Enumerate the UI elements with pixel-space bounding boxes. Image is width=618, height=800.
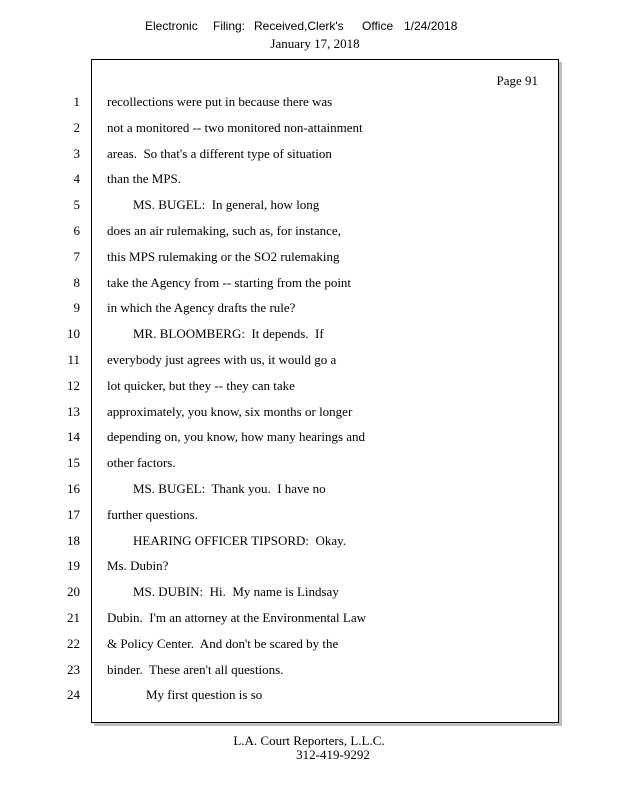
line-text: in which the Agency drafts the rule?: [107, 300, 296, 315]
filing-label-received: Received,Clerk's: [254, 19, 344, 33]
line-number: 5: [73, 197, 80, 212]
filing-stamp-header: [0, 19, 618, 37]
filing-label-office: Office: [362, 19, 394, 33]
line-number: 13: [67, 404, 80, 419]
line-text: lot quicker, but they -- they can take: [107, 378, 295, 393]
line-number: 15: [67, 455, 80, 470]
line-text: this MPS rulemaking or the SO2 rulemaking: [107, 249, 340, 264]
line-text: Dubin. I'm an attorney at the Environmental Law: [107, 610, 367, 625]
footer-company: L.A. Court Reporters, L.L.C.: [233, 733, 385, 748]
line-number: 2: [73, 120, 80, 135]
line-text: recollections were put in because there was: [107, 94, 333, 109]
filing-date: 1/24/2018: [404, 19, 458, 33]
line-number: 4: [73, 171, 80, 186]
line-number: 17: [67, 507, 80, 522]
line-text: binder. These aren't all questions.: [107, 662, 284, 677]
line-text: than the MPS.: [107, 171, 182, 186]
line-number: 1: [73, 94, 80, 109]
line-number: 18: [67, 533, 80, 548]
line-number: 24: [67, 687, 80, 702]
line-number: 7: [73, 249, 80, 264]
line-text: not a monitored -- two monitored non-attainment: [107, 120, 363, 135]
line-text: MR. BLOOMBERG: It depends. If: [107, 326, 324, 341]
line-number: 14: [67, 429, 80, 444]
line-text: My first question is so: [107, 687, 263, 702]
filing-label-electronic: Electronic: [145, 19, 198, 33]
line-text: & Policy Center. And don't be scared by the: [107, 636, 339, 651]
page-number: Page 91: [496, 73, 538, 88]
line-text: Ms. Dubin?: [107, 558, 169, 573]
line-number: 10: [67, 326, 80, 341]
line-text: further questions.: [107, 507, 198, 522]
line-number: 12: [67, 378, 80, 393]
line-number: 9: [73, 300, 80, 315]
transcript-date: January 17, 2018: [270, 36, 360, 51]
line-number: 6: [73, 223, 80, 238]
line-text: depending on, you know, how many hearings and: [107, 429, 366, 444]
line-number: 23: [67, 662, 80, 677]
line-text: MS. DUBIN: Hi. My name is Lindsay: [107, 584, 339, 599]
line-text: areas. So that's a different type of situation: [107, 146, 332, 161]
line-number: 19: [67, 558, 80, 573]
line-text: MS. BUGEL: In general, how long: [107, 197, 320, 212]
line-number: 21: [67, 610, 80, 625]
footer-phone: 312-419-9292: [296, 747, 370, 762]
line-text: HEARING OFFICER TIPSORD: Okay.: [107, 533, 347, 548]
line-text: take the Agency from -- starting from the point: [107, 275, 352, 290]
line-number: 11: [67, 352, 80, 367]
line-number: 3: [73, 146, 80, 161]
line-text: everybody just agrees with us, it would go a: [107, 352, 337, 367]
line-text: MS. BUGEL: Thank you. I have no: [107, 481, 326, 496]
filing-label-filing: Filing:: [213, 19, 246, 33]
line-text: does an air rulemaking, such as, for instance,: [107, 223, 341, 238]
line-number: 8: [73, 275, 80, 290]
line-number: 22: [67, 636, 80, 651]
line-number: 16: [67, 481, 80, 496]
line-text: other factors.: [107, 455, 176, 470]
line-number: 20: [67, 584, 80, 599]
line-text: approximately, you know, six months or longer: [107, 404, 353, 419]
